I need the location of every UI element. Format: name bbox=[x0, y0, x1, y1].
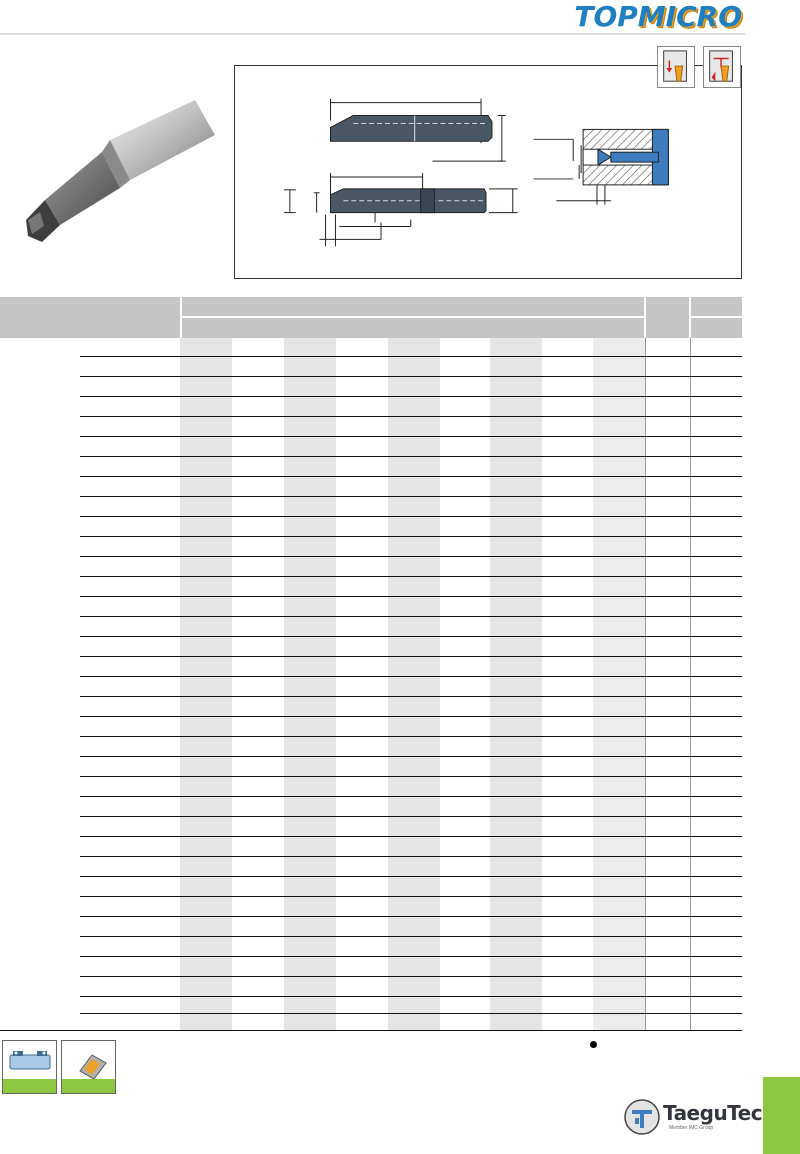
row-divider bbox=[80, 696, 742, 697]
row-divider bbox=[80, 816, 742, 817]
brand-micro: MICRO bbox=[637, 0, 742, 33]
brand-logo bbox=[574, 0, 742, 33]
taegutec-name: TaeguTec bbox=[663, 1101, 763, 1125]
side-tab bbox=[763, 1077, 800, 1154]
row-divider bbox=[80, 556, 742, 557]
legend-bullet bbox=[590, 1041, 597, 1048]
row-divider bbox=[80, 676, 742, 677]
row-divider bbox=[80, 996, 742, 997]
row-divider bbox=[80, 656, 742, 657]
row-divider bbox=[80, 416, 742, 417]
row-divider bbox=[80, 636, 742, 637]
row-divider bbox=[80, 716, 742, 717]
header-col-b-sub bbox=[691, 318, 742, 338]
column-divider bbox=[690, 338, 691, 1030]
header-divider bbox=[0, 33, 745, 35]
table-bottom-border bbox=[0, 1030, 742, 1031]
row-divider bbox=[80, 796, 742, 797]
row-divider bbox=[80, 736, 742, 737]
header-dimensions bbox=[182, 297, 644, 316]
row-divider bbox=[80, 356, 742, 357]
row-divider bbox=[80, 536, 742, 537]
row-divider bbox=[80, 916, 742, 917]
row-divider bbox=[80, 396, 742, 397]
column-stripe bbox=[490, 338, 542, 1030]
row-divider bbox=[80, 376, 742, 377]
row-divider bbox=[80, 596, 742, 597]
header-col-b bbox=[691, 297, 742, 316]
row-divider bbox=[80, 576, 742, 577]
internal-boring-icon bbox=[657, 46, 695, 88]
row-divider bbox=[80, 436, 742, 437]
row-divider bbox=[80, 896, 742, 897]
column-divider bbox=[645, 338, 646, 1030]
holder-icon bbox=[2, 1040, 57, 1094]
insert-photo bbox=[20, 100, 220, 250]
row-divider bbox=[80, 876, 742, 877]
taegutec-emblem bbox=[623, 1098, 661, 1136]
row-divider bbox=[80, 456, 742, 457]
row-divider bbox=[80, 476, 742, 477]
spec-table bbox=[0, 297, 742, 1030]
header-designation bbox=[0, 297, 180, 338]
internal-profiling-icon bbox=[703, 46, 741, 88]
row-divider bbox=[80, 976, 742, 977]
row-divider bbox=[80, 936, 742, 937]
row-divider bbox=[80, 836, 742, 837]
row-divider bbox=[80, 756, 742, 757]
taegutec-subtitle: Member IMC Group bbox=[669, 1125, 714, 1131]
row-divider bbox=[80, 1013, 742, 1014]
insert-box-icon bbox=[61, 1040, 116, 1094]
column-stripe bbox=[388, 338, 440, 1030]
column-stripe bbox=[180, 338, 232, 1030]
row-divider bbox=[80, 856, 742, 857]
row-divider bbox=[80, 516, 742, 517]
column-stripe bbox=[593, 338, 645, 1030]
row-divider bbox=[80, 616, 742, 617]
row-divider bbox=[80, 776, 742, 777]
header-dimensions-sub bbox=[182, 318, 644, 338]
row-divider bbox=[80, 956, 742, 957]
brand-top: TOP bbox=[574, 0, 638, 33]
column-stripe bbox=[284, 338, 336, 1030]
header-col-a bbox=[646, 297, 689, 338]
row-divider bbox=[80, 496, 742, 497]
dimension-drawing bbox=[234, 65, 742, 279]
